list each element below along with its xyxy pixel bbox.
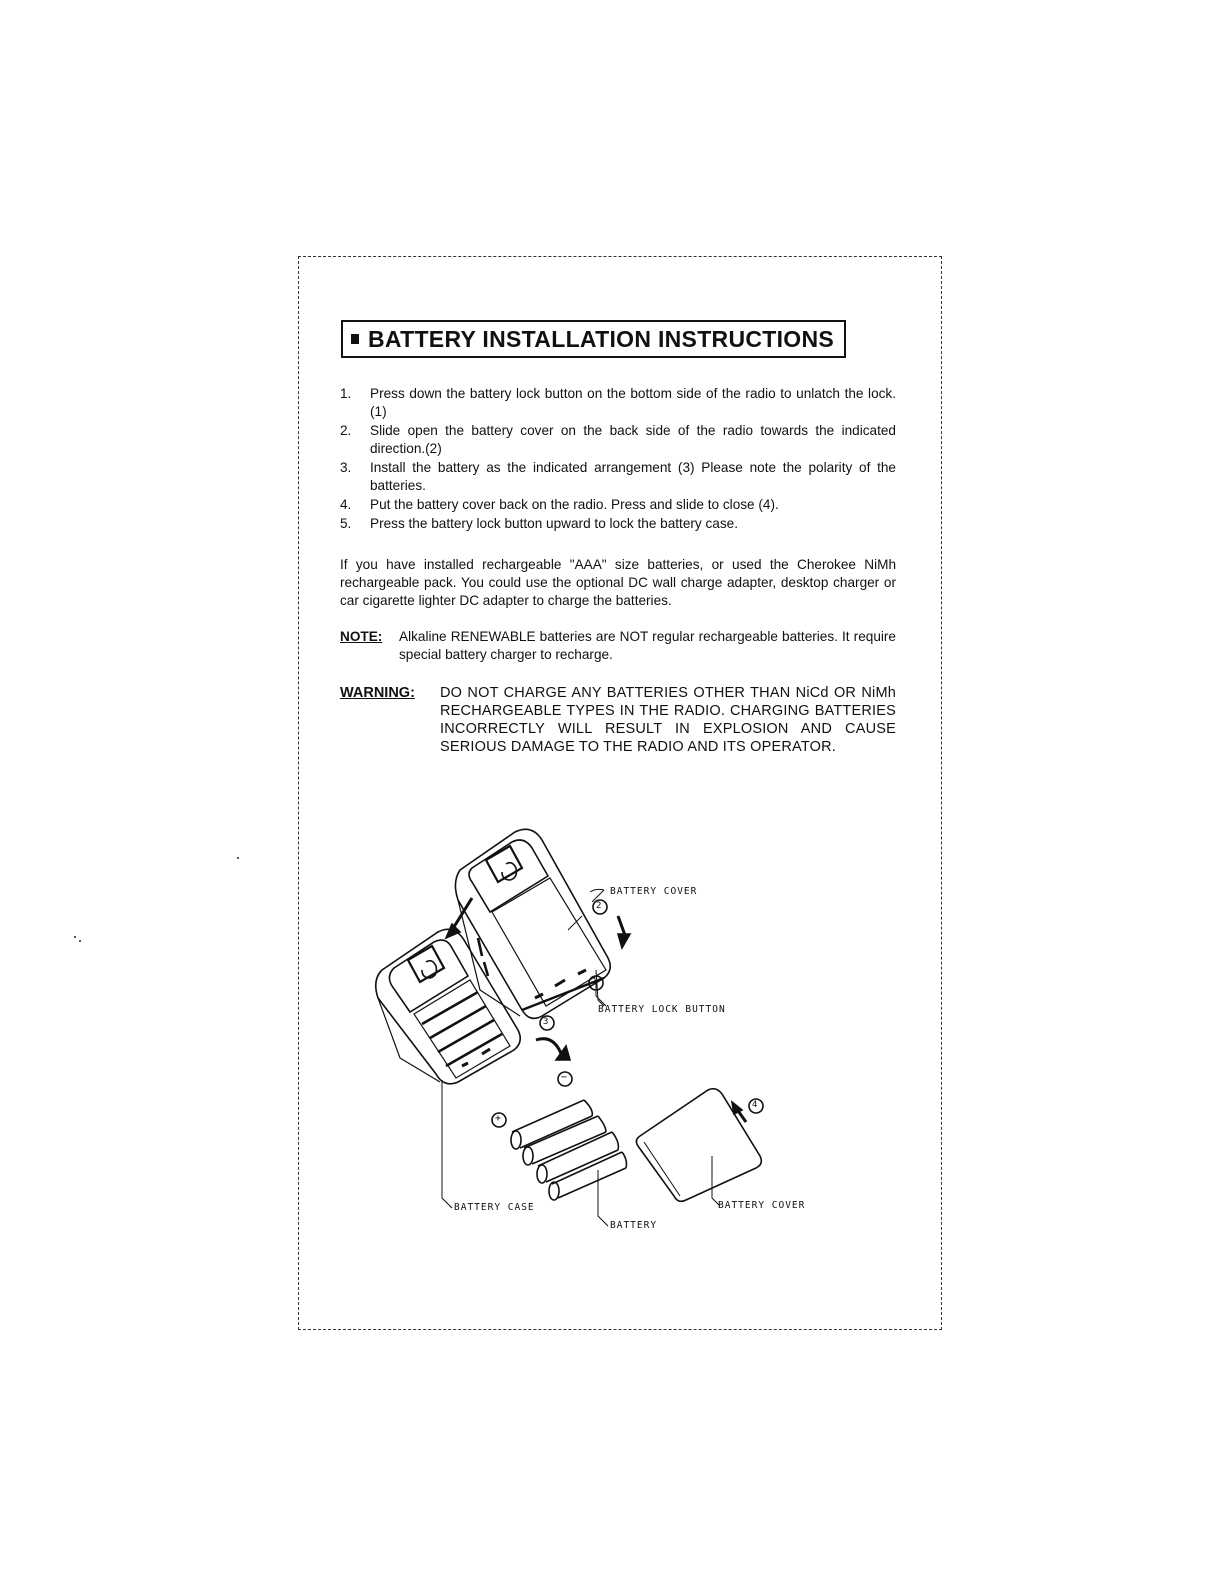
warning-text: DO NOT CHARGE ANY BATTERIES OTHER THAN NiCd OR NiMh RECHARGEABLE TYPES IN THE RADIO. CHARGING BATTERIES INCORRECTLY WILL RESULT IN EXPLOSION AND CAUSE SERIOUS DAMAGE TO THE RADIO AND ITS OPERATOR. xyxy=(440,685,896,755)
label-battery-cover-bottom: BATTERY COVER xyxy=(718,1200,806,1211)
note-block xyxy=(340,628,896,664)
instruction-steps xyxy=(340,385,896,534)
loose-cover-drawing xyxy=(636,1089,761,1202)
step-item: 2. Slide open the battery cover on the back side of the radio towards the indicated direction.(2) xyxy=(340,423,896,456)
bullet-square-icon xyxy=(351,334,359,344)
page-title: BATTERY INSTALLATION INSTRUCTIONS xyxy=(368,325,835,352)
batteries-drawing xyxy=(511,1100,627,1200)
step-item: 4. Put the battery cover back on the radio. Press and slide to close (4). xyxy=(340,497,779,512)
warning-label: WARNING: xyxy=(340,685,415,701)
marker-1: 1 xyxy=(592,977,598,987)
marker-4: 4 xyxy=(752,1100,758,1110)
label-battery-lock-button: BATTERY LOCK BUTTON xyxy=(598,1004,726,1015)
label-battery-cover-top: BATTERY COVER xyxy=(610,886,698,897)
battery-diagram xyxy=(360,820,820,1250)
note-label: NOTE: xyxy=(340,629,383,644)
scan-speck xyxy=(74,936,76,938)
step-item: 5. Press the battery lock button upward to lock the battery case. xyxy=(340,516,738,531)
marker-2: 2 xyxy=(596,901,602,911)
label-battery: BATTERY xyxy=(610,1220,658,1231)
section-title-box xyxy=(341,320,846,358)
scan-speck xyxy=(237,857,239,859)
battery-diagram-illustration xyxy=(360,820,820,1250)
scan-speck xyxy=(79,940,81,942)
minus-marker: − xyxy=(561,1072,568,1083)
marker-3: 3 xyxy=(543,1017,549,1027)
step-item: 3. Install the battery as the indicated arrangement (3) Please note the polarity of the batteries. xyxy=(340,460,896,493)
radio-top-drawing xyxy=(455,829,610,1018)
step-item: 1. Press down the battery lock button on the bottom side of the radio to unlatch the lock. (1) xyxy=(340,386,896,419)
recharge-paragraph: If you have installed rechargeable "AAA" size batteries, or used the Cherokee NiMh rechargeable pack. You could use the optional DC wall charge adapter, desktop charger or car cigarette lighter DC adapter to charge the batteries. xyxy=(340,557,896,608)
note-text: Alkaline RENEWABLE batteries are NOT regular rechargeable batteries. It require special battery charger to recharge. xyxy=(399,629,896,662)
plus-marker: + xyxy=(495,1113,502,1124)
label-battery-case: BATTERY CASE xyxy=(454,1202,535,1213)
warning-block xyxy=(340,684,896,756)
battery-case-drawing xyxy=(376,929,521,1083)
